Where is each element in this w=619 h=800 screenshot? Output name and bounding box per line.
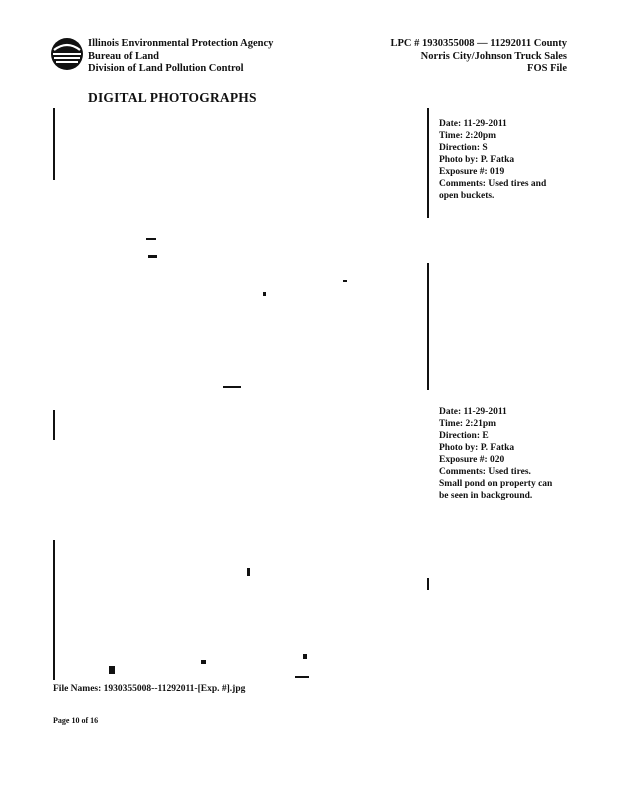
photo-2-details — [439, 406, 554, 502]
photo-2-comments: Comments: Used tires. Small pond on property can be seen in background. — [439, 467, 553, 501]
photo-2-time: Time: 2:21pm — [439, 419, 497, 429]
site-name: Norris City/Johnson Truck Sales — [420, 50, 567, 62]
photo-1-photographer: Photo by: P. Fatka — [439, 155, 515, 165]
photo-2 — [53, 400, 429, 680]
photo-1-exposure: Exposure #: 019 — [439, 167, 505, 177]
photo-2-exposure: Exposure #: 020 — [439, 455, 505, 465]
agency-name: Illinois Environmental Protection Agency — [88, 38, 274, 49]
agency-header — [88, 38, 273, 76]
photo-1-date: Date: 11-29-2011 — [439, 119, 507, 129]
page-number: Page 10 of 16 — [53, 716, 99, 725]
bureau-name: Bureau of Land — [88, 50, 159, 62]
agency-logo — [50, 37, 84, 71]
photo-1 — [53, 108, 429, 390]
photo-1-time: Time: 2:20pm — [439, 131, 497, 141]
site-header — [391, 38, 567, 76]
photo-2-date: Date: 11-29-2011 — [439, 407, 507, 417]
photo-1-direction: Direction: S — [439, 143, 488, 153]
photo-2-direction: Direction: E — [439, 431, 489, 441]
file-type: FOS File — [527, 63, 567, 74]
division-name: Division of Land Pollution Control — [88, 63, 244, 74]
file-names: File Names: 1930355008--11292011-[Exp. #].jpg — [53, 684, 246, 694]
photo-1-details — [439, 118, 554, 202]
lpc-number: LPC # 1930355008 — 11292011 County — [390, 38, 567, 49]
page-title: DIGITAL PHOTOGRAPHS — [88, 90, 257, 105]
photo-2-photographer: Photo by: P. Fatka — [439, 443, 515, 453]
photo-1-comments: Comments: Used tires and open buckets. — [439, 179, 547, 201]
